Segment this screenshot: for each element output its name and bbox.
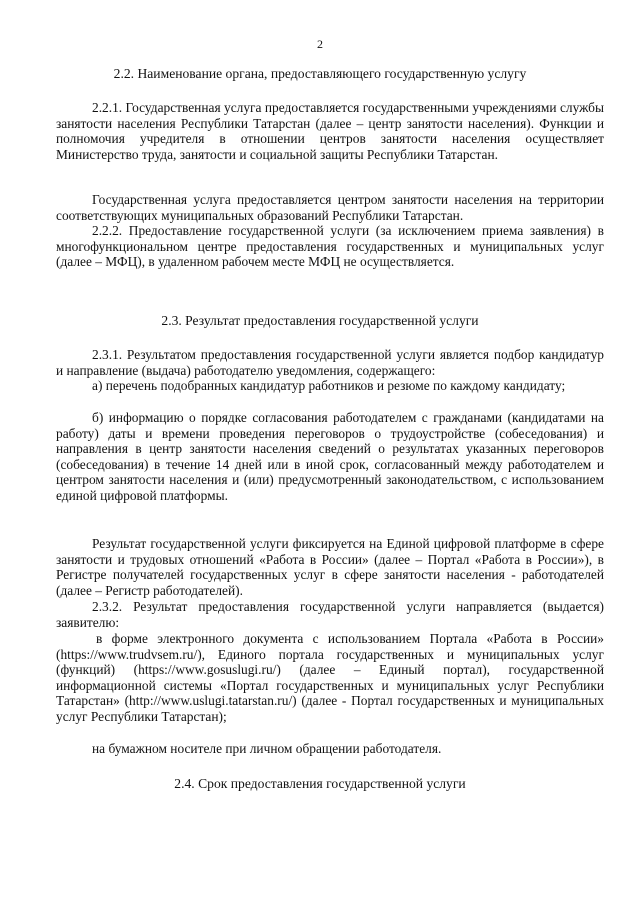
section-heading-2-2: 2.2. Наименование органа, предоставляющего государственную услугу <box>113 66 527 81</box>
paragraph-2-3-1: 2.3.1. Результатом предоставления государственной услуги является подбор кандидатур и направление (выдача) работодателю уведомления, содержащего: <box>56 347 604 378</box>
paragraph-2-2-2: 2.2.2. Предоставление государственной услуги (за исключением приема заявления) в многофункциональном центре предоставления государственных и муниципальных услуг (далее – МФЦ), в удаленном рабочем месте МФЦ не осуществляется. <box>56 223 604 270</box>
paragraph-2-2-1: 2.2.1. Государственная услуга предоставляется государственными учреждениями службы занятости населения Республики Татарстан (далее – центр занятости населения). Функции и полномочия учредителя в отношении центров занятости населения осуществляет Министерство труда, занятости и социальной защиты Республики Татарстан. <box>56 100 604 162</box>
page-number: 2 <box>317 37 323 51</box>
paragraph-2-3-1-c: Результат государственной услуги фиксируется на Единой цифровой платформе в сфере занятости и трудовых отношений «Работа в России» (далее – Портал «Работа в России»), в Регистре получателей государственных услуг в сфере занятости населения - работодателей (далее – Регистр работодателей). <box>56 536 604 598</box>
section-heading-2-3: 2.3. Результат предоставления государственной услуги <box>161 313 479 328</box>
section-heading-2-4: 2.4. Срок предоставления государственной услуги <box>174 776 466 791</box>
paragraph-2-3-1-b: б) информацию о порядке согласования работодателем с гражданами (кандидатами на работу) даты и времени проведения переговоров о трудоустройстве (собеседования) и направления в центр занятости населения сведений о результатах указанных переговоров (собеседования) в течение 14 дней или в иной срок, согласованный между работодателем и центром занятости населения и (или) предусмотренный законодательством, с использованием единой цифровой платформы. <box>56 410 604 503</box>
paragraph-2-3-2: 2.3.2. Результат предоставления государственной услуги направляется (выдается) заявителю: <box>56 599 604 630</box>
paragraph-2-3-1-a: а) перечень подобранных кандидатур работников и резюме по каждому кандидату; <box>92 378 566 393</box>
paragraph-2-3-2-b: на бумажном носителе при личном обращении работодателя. <box>92 741 442 756</box>
paragraph-2-3-2-a: в форме электронного документа с использованием Портала «Работа в России» (https://www.trudvsem.ru/), Единого портала государственных и муниципальных услуг (функций) (https://www.gosuslugi.ru/) (далее – Единый портал), государственной информационной системы «Портал государственных и муниципальных услуг Республики Татарстан» (http://www.uslugi.tatarstan.ru/) (далее - Портал государственных и муниципальных услуг Республики Татарстан); <box>56 631 604 724</box>
paragraph-2-2-1-b: Государственная услуга предоставляется центром занятости населения на территории соответствующих муниципальных образований Республики Татарстан. <box>56 192 604 223</box>
